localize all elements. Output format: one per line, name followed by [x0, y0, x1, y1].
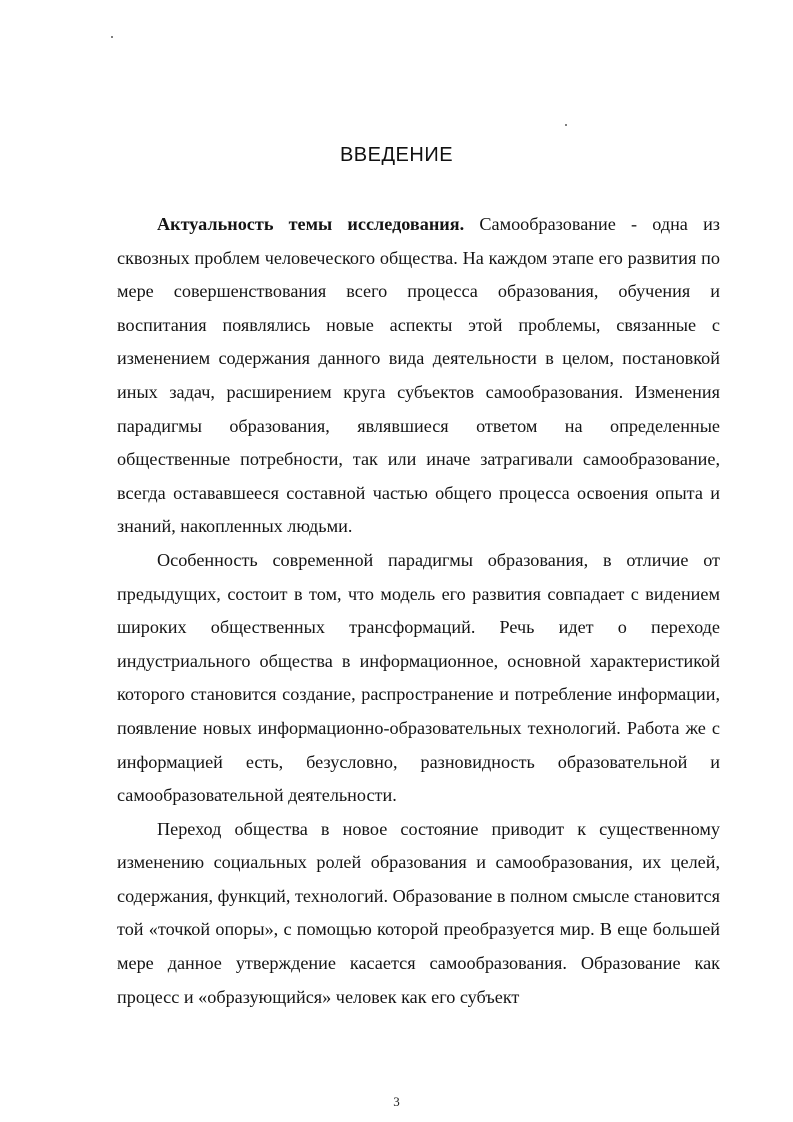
page-number: 3	[393, 1094, 400, 1109]
paragraph-transition: Переход общества в новое состояние приводит к существенному изменению социальных ролей образования и самообразования, их целей, содержания, функций, технологий. Образование в полном смысле становится той «точкой опоры», с помощью которой преобразуется мир. В еще большей мере данное утверждение касается самообразования. Образование как процесс и «образующийся» человек как его субъект	[117, 818, 720, 1007]
page-title: ВВЕДЕНИЕ	[339, 144, 454, 166]
paragraph-text: Самообразование - одна из сквозных проблем человеческого общества. На каждом этапе его развития по мере совершенствования всего процесса образования, обучения и воспитания появлялись новые аспекты этой проблемы, связанные с изменением содержания данного вида деятельности в целом, постановкой иных задач, расширением круга субъектов самообразования. Изменения парадигмы образования, являвшиеся ответом на определенные общественные потребности, так или иначе затрагивали самообразование, всегда остававшееся составной частью общего процесса освоения опыта и знаний, накопленных людьми.	[117, 214, 720, 537]
scan-speck	[565, 124, 567, 126]
paragraph-lead: Актуальность темы исследования.	[157, 214, 465, 234]
body-text	[117, 208, 720, 1014]
paragraph-relevance	[117, 208, 720, 544]
paragraph-paradigm: Особенность современной парадигмы образования, в отличие от предыдущих, состоит в том, что модель его развития совпадает с видением широких общественных трансформаций. Речь идет о переходе индустриального общества в информационное, основной характеристикой которого становится создание, распространение и потребление информации, появление новых информационно-образовательных технологий. Работа же с информацией есть, безусловно, разновидность образовательной и самообразовательной деятельности.	[117, 549, 720, 806]
scan-speck	[111, 36, 113, 38]
